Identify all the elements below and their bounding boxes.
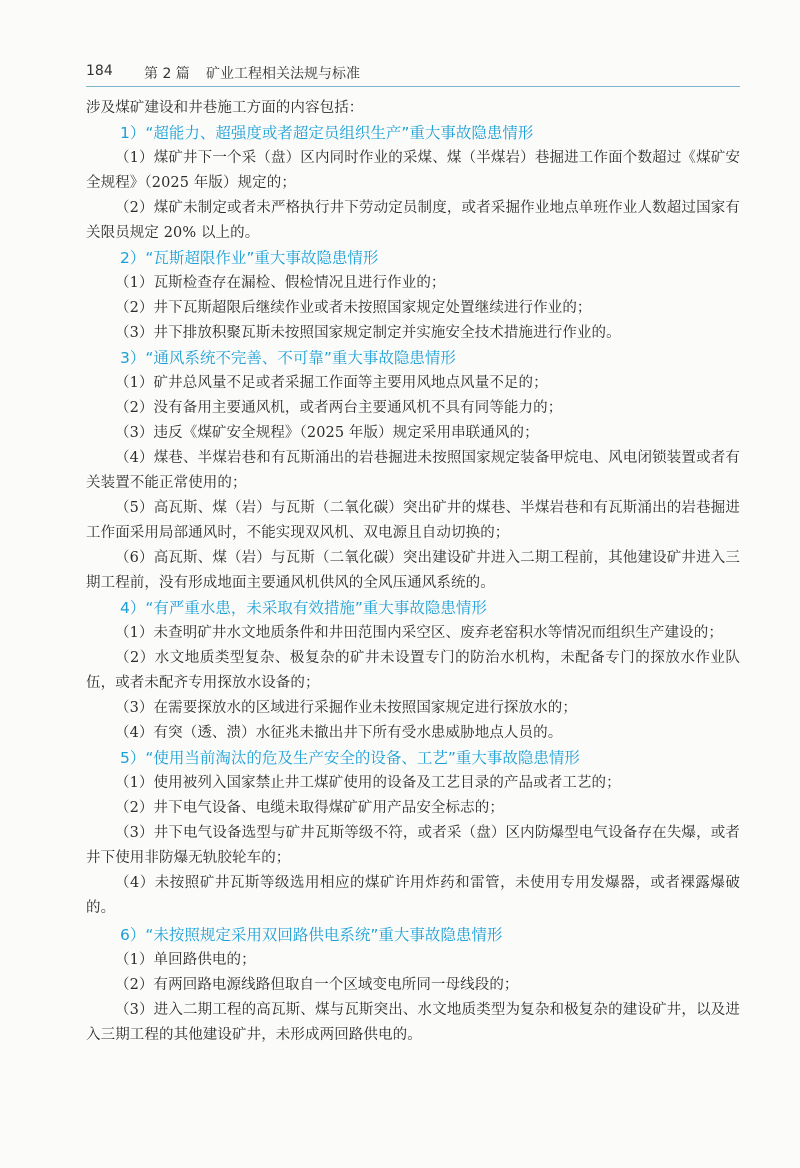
section-3-item-1: （1）矿井总风量不足或者采掘工作面等主要用风地点风量不足的； <box>115 375 548 391</box>
section-6-item-3: （3）进入二期工程的高瓦斯、煤与瓦斯突出、水文地质类型为复杂和极复杂的建设矿井，以及进入三期工程的其他建设矿井，未形成两回路供电的。 <box>86 1002 740 1043</box>
section-3-item-6: （6）高瓦斯、煤（岩）与瓦斯（二氧化碳）突出建设矿井进入二期工程前，其他建设矿井进入三期工程前，没有形成地面主要通风机供风的全风压通风系统的。 <box>86 550 740 591</box>
section-4-item-3: （3）在需要探放水的区域进行采掘作业未按照国家规定进行探放水的； <box>115 700 577 716</box>
page-number: 184 <box>86 63 113 79</box>
section-6-item-1: （1）单回路供电的； <box>115 952 256 968</box>
section-2-item-3: （3）井下排放积聚瓦斯未按照国家规定制定并实施安全技术措施进行作业的。 <box>115 325 621 341</box>
section-4-item-1: （1）未查明矿井水文地质条件和井田范围内采空区、废弃老窑积水等情况而组织生产建设的； <box>115 625 723 641</box>
section-heading-3: 3）“通风系统不完善、不可靠”重大事故隐患情形 <box>120 349 456 367</box>
section-heading-5: 5）“使用当前淘汰的危及生产安全的设备、工艺”重大事故隐患情形 <box>120 749 580 767</box>
section-4-item-2: （2）水文地质类型复杂、极复杂的矿井未设置专门的防治水机构，未配备专门的探放水作业队伍，或者未配齐专用探放水设备的； <box>86 650 740 691</box>
book-section-title: 矿业工程相关法规与标准 <box>206 66 360 82</box>
header-rule <box>86 86 740 87</box>
section-5-item-3: （3）井下电气设备选型与矿井瓦斯等级不符，或者采（盘）区内防爆型电气设备存在失爆，或者井下使用非防爆无轨胶轮车的； <box>86 825 740 866</box>
section-heading-2: 2）“瓦斯超限作业”重大事故隐患情形 <box>120 249 379 267</box>
section-3-item-5: （5）高瓦斯、煤（岩）与瓦斯（二氧化碳）突出矿井的煤巷、半煤岩巷和有瓦斯涌出的岩巷掘进工作面采用局部通风时，不能实现双风机、双电源且自动切换的； <box>86 500 740 541</box>
section-heading-1: 1）“超能力、超强度或者超定员组织生产”重大事故隐患情形 <box>120 124 534 142</box>
section-3-item-3: （3）违反《煤矿安全规程》（2025 年版）规定采用串联通风的； <box>115 425 539 441</box>
section-3-item-4: （4）煤巷、半煤岩巷和有瓦斯涌出的岩巷掘进未按照国家规定装备甲烷电、风电闭锁装置或者有关装置不能正常使用的； <box>86 450 740 491</box>
section-heading-6: 6）“未按照规定采用双回路供电系统”重大事故隐患情形 <box>120 926 503 944</box>
section-1-item-2: （2）煤矿未制定或者未严格执行井下劳动定员制度，或者采掘作业地点单班作业人数超过国家有关限员规定 20% 以上的。 <box>86 200 740 241</box>
section-5-item-2: （2）井下电气设备、电缆未取得煤矿矿用产品安全标志的； <box>115 800 504 816</box>
section-5-item-1: （1）使用被列入国家禁止井工煤矿使用的设备及工艺目录的产品或者工艺的； <box>115 775 621 791</box>
intro-paragraph: 涉及煤矿建设和井巷施工方面的内容包括： <box>86 100 364 116</box>
section-2-item-1: （1）瓦斯检查存在漏检、假检情况且进行作业的； <box>115 275 446 291</box>
section-heading-4: 4）“有严重水患，未采取有效措施”重大事故隐患情形 <box>120 599 487 617</box>
section-2-item-2: （2）井下瓦斯超限后继续作业或者未按照国家规定处置继续进行作业的； <box>115 300 592 316</box>
section-5-item-4: （4）未按照矿井瓦斯等级选用相应的煤矿许用炸药和雷管，未使用专用发爆器，或者裸露爆破的。 <box>86 875 740 916</box>
section-1-item-1: （1）煤矿井下一个采（盘）区内同时作业的采煤、煤（半煤岩）巷掘进工作面个数超过《煤矿安全规程》（2025 年版）规定的； <box>86 150 740 191</box>
part-label: 第 2 篇 <box>144 66 190 82</box>
section-6-item-2: （2）有两回路电源线路但取自一个区域变电所同一母线段的； <box>115 977 519 993</box>
running-header <box>86 60 740 84</box>
page-body <box>86 96 740 1048</box>
section-3-item-2: （2）没有备用主要通风机，或者两台主要通风机不具有同等能力的； <box>115 400 563 416</box>
section-4-item-4: （4）有突（透、溃）水征兆未撤出井下所有受水患威胁地点人员的。 <box>115 725 563 741</box>
